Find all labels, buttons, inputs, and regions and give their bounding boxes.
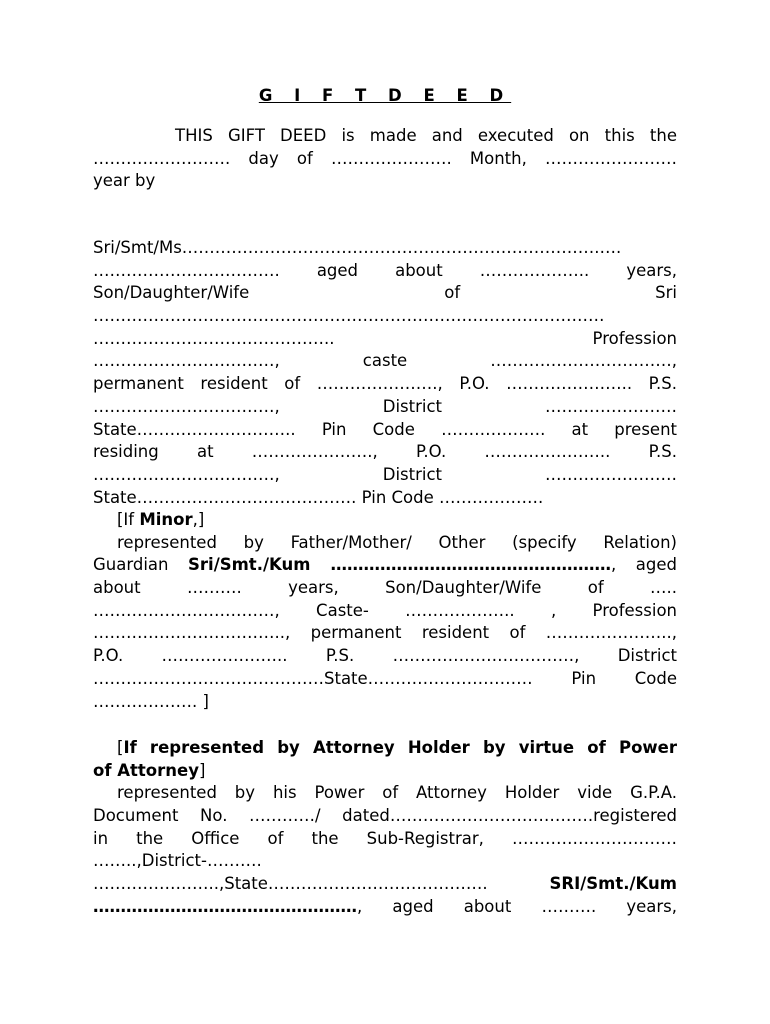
attorney-line: …………………………………………, aged about ………. years,	[93, 896, 677, 916]
attorney-line: ……..,District-……….	[93, 851, 262, 871]
donor-line: Sri/Smt/Ms………………………………………………………………….….	[93, 238, 622, 257]
attorney-heading: [If represented by Attorney Holder by virtue of Power	[117, 738, 677, 757]
minor-section	[93, 509, 677, 713]
minor-label: Minor	[139, 510, 193, 529]
donor-line: Son/Daughter/Wife of Sri	[93, 283, 677, 303]
minor-line: about ………. years, Son/Daughter/Wife of …..	[93, 578, 677, 598]
donor-line: ……………………………, caste ……………………………,	[93, 351, 677, 371]
donor-details	[93, 237, 677, 509]
intro-line: year by	[93, 171, 156, 191]
minor-line: represented by Father/Mother/ Other (specify Relation)	[117, 532, 677, 552]
donor-line: …………………………………………………………………………………	[93, 306, 605, 326]
minor-line: ……………………………, Caste- ……………….. , Profession	[93, 600, 677, 620]
donor-line: ……………………………. aged about ……………….. years,	[93, 260, 677, 280]
attorney-line: Document No. …………/ dated……………………………….registered	[93, 806, 677, 826]
attorney-section	[93, 737, 677, 919]
document-title: G I F T D E E D	[258, 86, 512, 105]
attorney-line: represented by his Power of Attorney Holder vide G.P.A.	[117, 783, 677, 803]
attorney-line: …………………..,State…………………………………. SRI/Smt./Kum	[93, 874, 677, 894]
attorney-heading: of Attorney]	[93, 760, 206, 780]
donor-line: …………………………………….. Profession	[93, 328, 677, 348]
minor-line: P.O. ………………….. P.S. ……………………………, District	[93, 646, 677, 666]
donor-line: State……………………….. Pin Code ………………. at present	[93, 419, 677, 439]
intro-paragraph	[93, 125, 677, 193]
donor-line: ……………………………, District ……………………	[93, 396, 677, 416]
intro-line: THIS GIFT DEED is made and executed on this the	[175, 126, 677, 145]
attorney-line: in the Office of the Sub-Registrar, …………………………	[93, 828, 677, 848]
minor-line: Guardian Sri/Smt./Kum ……………………………………………, aged	[93, 555, 677, 575]
minor-line: …………………………….., permanent resident of …………………..,	[93, 623, 677, 643]
intro-line: ……………………. day of …………………. Month, ……………………	[93, 148, 677, 168]
minor-line: ……………………………………State………………………… Pin Code	[93, 668, 677, 688]
donor-line: State…………………………………. Pin Code ……………….	[93, 487, 544, 507]
minor-heading: [If Minor,]	[117, 510, 205, 529]
donor-line: residing at …………………., P.O. ………………….. P.S.	[93, 442, 677, 462]
donor-line: permanent resident of …………………., P.O. ………………….. P.S.	[93, 374, 677, 394]
minor-line: ………………. ]	[93, 691, 209, 711]
donor-line: ……………………………, District ……………………	[93, 464, 677, 484]
